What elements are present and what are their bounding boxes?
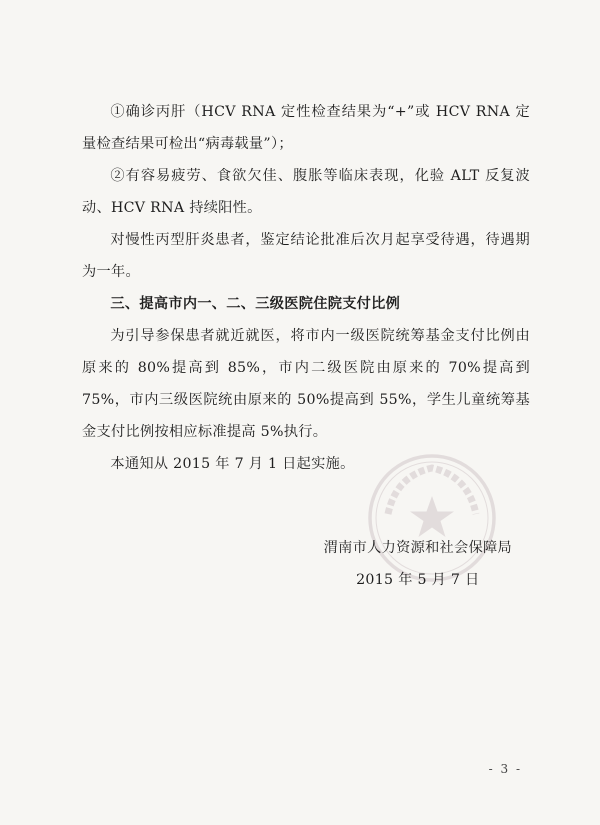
treatment-period-paragraph: 对慢性丙型肝炎患者，鉴定结论批准后次月起享受待遇，待遇期为一年。	[82, 232, 530, 280]
page-number: - 3 -	[488, 762, 522, 776]
document-body	[82, 96, 530, 480]
issue-date: 2015 年 5 月 7 日	[356, 572, 480, 588]
section-3-heading: 三、提高市内一、二、三级医院住院支付比例	[110, 296, 401, 312]
criterion-1: ①确诊丙肝（HCV RNA 定性检查结果为“+”或 HCV RNA 定量检查结果可检出“病毒载量”）；	[82, 104, 530, 152]
signature-block	[324, 532, 512, 596]
payment-ratio-paragraph: 为引导参保患者就近就医，将市内一级医院统筹基金支付比例由原来的 80%提高到 85%，市内二级医院由原来的 70%提高到 75%，市内三级医院统由原来的 50%提高到 55%，学生儿童统筹基金支付比例按相应标准提高 5%执行。	[82, 328, 530, 440]
effective-date-paragraph: 本通知从 2015 年 7 月 1 日起实施。	[110, 456, 355, 472]
criterion-2: ②有容易疲劳、食欲欠佳、腹胀等临床表现，化验 ALT 反复波动、HCV RNA 持续阳性。	[82, 168, 530, 216]
issuing-organization: 渭南市人力资源和社会保障局	[323, 540, 512, 556]
